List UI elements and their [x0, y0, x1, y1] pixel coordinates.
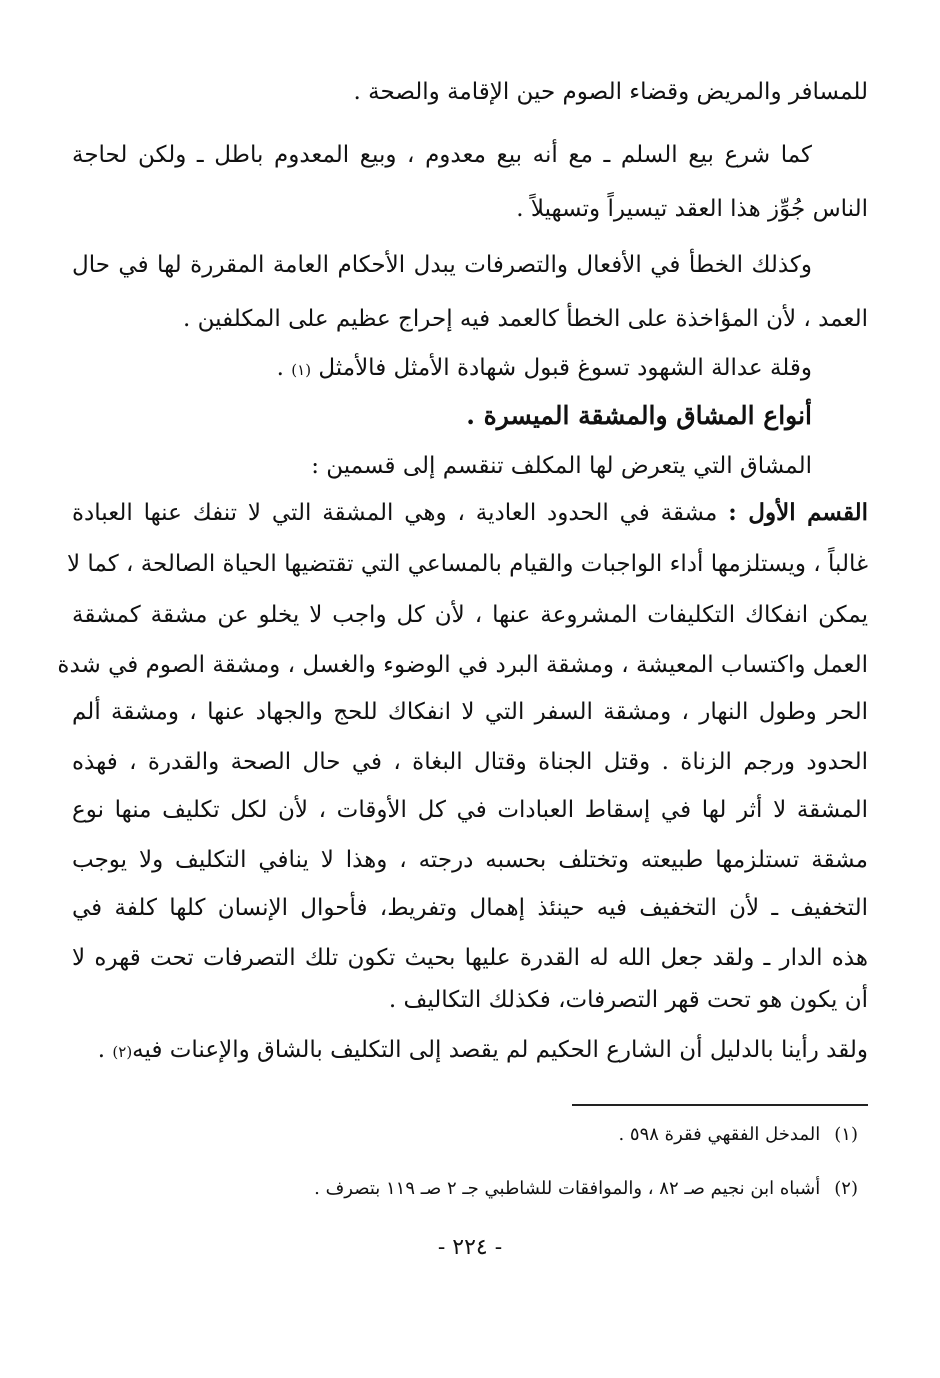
body-line-8	[72, 493, 868, 533]
footnote-1-number: (١)	[834, 1124, 858, 1145]
body-line-8-text: مشقة في الحدود العادية ، وهي المشقة التي لا تنفك عنها العبادة	[72, 500, 718, 526]
body-line-13: الحدود ورجم الزناة . وقتل الجناة وقتال البغاة ، في حال الصحة والقدرة ، فهذه	[72, 749, 868, 775]
footnote-ref-2: (٢)	[112, 1043, 133, 1061]
body-line-16: التخفيف ـ لأن التخفيف فيه حينئذ إهمال وتفريط، فأحوال الإنسان كلها كلفة في	[72, 895, 868, 921]
footnote-2-text: أشباه ابن نجيم صـ ٨٢ ، والموافقات للشاطبي جـ ٢ صـ ١١٩ بتصرف .	[314, 1178, 821, 1199]
body-line-3: الناس جُوِّز هذا العقد تيسيراً وتسهيلاً .	[516, 196, 868, 222]
body-line-10: يمكن انفكاك التكليفات المشروعة عنها ، لأن كل واجب لا يخلو عن مشقة كمشقة	[72, 602, 868, 628]
body-line-12: الحر وطول النهار ، ومشقة السفر التي لا انفكاك للحج والجهاد عنها ، ومشقة ألم	[72, 699, 868, 725]
body-line-6	[277, 348, 812, 388]
body-line-19-end: .	[97, 1037, 113, 1063]
section-label: القسم الأول :	[728, 499, 868, 526]
body-line-2: كما شرع بيع السلم ـ مع أنه بيع معدوم ، وبيع المعدوم باطل ـ ولكن لحاجة	[72, 142, 812, 168]
footnote-1	[618, 1120, 858, 1150]
body-line-15: مشقة تستلزمها طبيعته وتختلف بحسبه درجته ، وهذا لا ينافي التكليف ولا يوجب	[72, 847, 868, 873]
footnote-2	[314, 1174, 858, 1204]
footnote-ref-1: (١)	[291, 361, 312, 379]
body-line-18: أن يكون هو تحت قهر التصرفات، فكذلك التكاليف .	[388, 987, 868, 1013]
body-line-19	[98, 1030, 868, 1070]
section-heading: أنواع المشاق والمشقة الميسرة .	[466, 401, 812, 430]
body-line-9: غالباً ، ويستلزمها أداء الواجبات والقيام بالمساعي التي تقتضيها الحياة الصالحة ، كما لا	[66, 551, 868, 577]
footnote-1-text: المدخل الفقهي فقرة ٥٩٨ .	[618, 1124, 821, 1145]
body-line-4: وكذلك الخطأ في الأفعال والتصرفات يبدل الأحكام العامة المقررة لها في حال	[72, 252, 812, 278]
body-line-5: العمد ، لأن المؤاخذة على الخطأ كالعمد فيه إحراج عظيم على المكلفين .	[183, 306, 868, 332]
body-line-14: المشقة لا أثر لها في إسقاط العبادات في كل الأوقات ، لأن لكل تكليف منها نوع	[72, 797, 868, 823]
body-line-6-text: وقلة عدالة الشهود تسوغ قبول شهادة الأمثل فالأمثل	[318, 355, 812, 381]
footnote-separator	[572, 1104, 868, 1106]
body-line-17: هذه الدار ـ ولقد جعل الله له القدرة عليها بحيث تكون تلك التصرفات تحت قهره لا	[72, 945, 868, 971]
page-number: - ٢٢٤ -	[437, 1235, 503, 1260]
body-line-19-text: ولقد رأينا بالدليل أن الشارع الحكيم لم يقصد إلى التكليف بالشاق والإعنات فيه	[132, 1037, 868, 1063]
body-line-11: العمل واكتساب المعيشة ، ومشقة البرد في الوضوء والغسل ، ومشقة الصوم في شدة	[57, 652, 868, 678]
footnote-2-number: (٢)	[834, 1178, 858, 1199]
body-line-6-end: .	[276, 355, 292, 381]
body-line-1: للمسافر والمريض وقضاء الصوم حين الإقامة والصحة .	[353, 79, 868, 105]
body-line-7: المشاق التي يتعرض لها المكلف تنقسم إلى قسمين :	[311, 453, 812, 479]
